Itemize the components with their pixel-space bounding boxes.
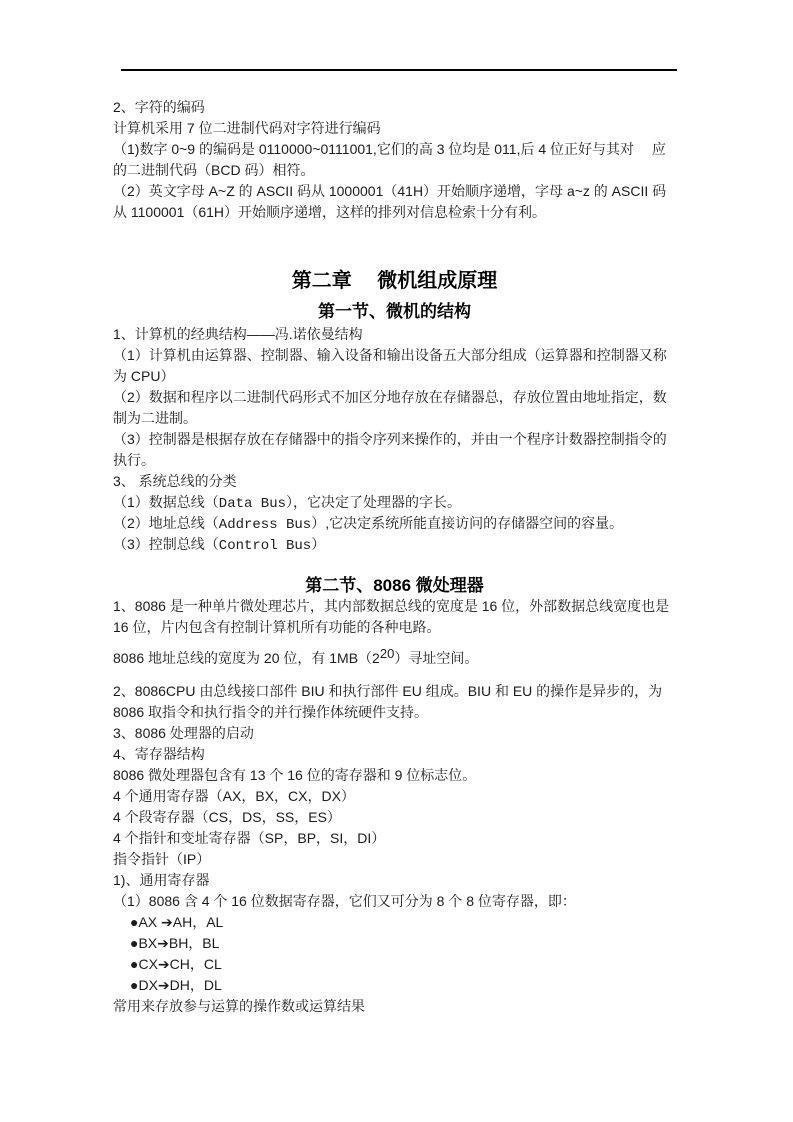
- cpu-detail-section: [113, 681, 679, 1017]
- text-line: 8086 微处理器包含有 13 个 16 位的寄存器和 9 位标志位。: [113, 767, 477, 783]
- text-segment: （1）数据总线（: [113, 494, 219, 510]
- text-line: （2）数据和程序以二进制代码形式不加区分地存放在存储器总，存放位置由地址指定，数: [113, 389, 667, 405]
- control-bus-line: [113, 534, 679, 555]
- text-line: （1)数字 0~9 的编码是 0110000~0111001,它们的高 3 位均是 011,后 4 位正好与其对 应: [113, 141, 666, 157]
- cpu-intro-paragraph: [113, 596, 679, 638]
- text-line: 常用来存放参与运算的操作数或运算结果: [113, 998, 365, 1014]
- text-line: 指令指针（IP）: [113, 851, 211, 867]
- text-line: 计算机采用 7 位二进制代码对字符进行编码: [113, 120, 381, 136]
- text-segment-latin: Control Bus: [218, 538, 312, 554]
- text-segment: 8086 地址总线的宽度为 20 位，有 1MB（2: [113, 650, 380, 666]
- text-line: 2、字符的编码: [113, 99, 205, 115]
- address-bus-paragraph: [113, 648, 679, 669]
- text-line: 2、8086CPU 由总线接口部件 BIU 和执行部件 EU 组成。BIU 和 EU 的操作是异步的，为: [113, 683, 663, 699]
- text-line: 执行。: [113, 452, 155, 468]
- text-segment-latin: Address Bus: [218, 517, 312, 533]
- data-bus-line: [113, 492, 679, 513]
- text-line: 8086 取指令和执行指令的并行操作体统硬件支持。: [113, 704, 429, 720]
- text-line: 1、8086 是一种单片微处理芯片，其内部数据总线的宽度是 16 位，外部数据总线宽度也是: [113, 598, 670, 614]
- text-line: 3、8086 处理器的启动: [113, 725, 254, 741]
- text-segment: （2）地址总线（: [113, 515, 219, 531]
- header-rule: [121, 69, 677, 71]
- text-line: 4、寄存器结构: [113, 746, 205, 762]
- text-line: 4 个指针和变址寄存器（SP，BP，SI，DI）: [113, 830, 386, 846]
- text-segment-latin: Data Bus: [218, 496, 287, 512]
- text-segment: ）,它决定系统所能直接访问的存储器空间的容量。: [311, 515, 624, 531]
- text-line: 1、计算机的经典结构——冯.诺依曼结构: [113, 326, 363, 342]
- register-mapping-line: ●BX➔BH，BL: [130, 935, 220, 951]
- text-line: 的二进制代码（BCD 码）相符。: [113, 162, 315, 178]
- encoding-section: [113, 97, 679, 223]
- section-2-heading: 第二节、8086 微处理器: [305, 576, 484, 595]
- text-line: 1)、通用寄存器: [113, 872, 210, 888]
- text-line: （1）8086 含 4 个 16 位数据寄存器，它们又可分为 8 个 8 位寄存器，即：: [113, 893, 576, 909]
- text-line: 3、 系统总线的分类: [113, 473, 237, 489]
- text-segment: （3）控制总线（: [113, 536, 219, 552]
- text-line: 4 个段寄存器（CS，DS，SS，ES）: [113, 809, 341, 825]
- chapter-heading: 第二章 微机组成原理: [291, 270, 498, 292]
- text-segment: ）: [311, 536, 326, 552]
- register-mapping-line: ●DX➔DH，DL: [130, 977, 222, 993]
- text-line: 从 1100001（61H）开始顺序递增，这样的排列对信息检索十分有利。: [113, 204, 547, 220]
- register-mapping-line: ●CX➔CH，CL: [130, 956, 222, 972]
- text-segment: ）寻址空间。: [394, 650, 479, 666]
- text-line: 制为二进制。: [113, 410, 197, 426]
- structure-section: [113, 324, 679, 555]
- text-line: （2）英文字母 A~Z 的 ASCII 码从 1000001（41H）开始顺序递增，字母 a~z 的 ASCII 码: [113, 183, 667, 199]
- text-line: 为 CPU）: [113, 368, 175, 384]
- text-line: 16 位，片内包含有控制计算机所有功能的各种电路。: [113, 619, 441, 635]
- register-mapping-line: ●AX ➔AH，AL: [130, 914, 224, 930]
- text-line: 4 个通用寄存器（AX，BX，CX，DX）: [113, 788, 355, 804]
- section-1-heading: 第一节、微机的结构: [318, 302, 471, 321]
- address-bus-line: [113, 513, 679, 534]
- text-line: [113, 648, 679, 669]
- text-segment: ），它决定了处理器的字长。: [286, 494, 462, 510]
- superscript-exponent: 20: [379, 646, 395, 661]
- text-line: （3）控制器是根据存放在存储器中的指令序列来操作的，并由一个程序计数器控制指令的: [113, 431, 667, 447]
- text-line: （1）计算机由运算器、控制器、输入设备和输出设备五大部分组成（运算器和控制器又称: [113, 347, 667, 363]
